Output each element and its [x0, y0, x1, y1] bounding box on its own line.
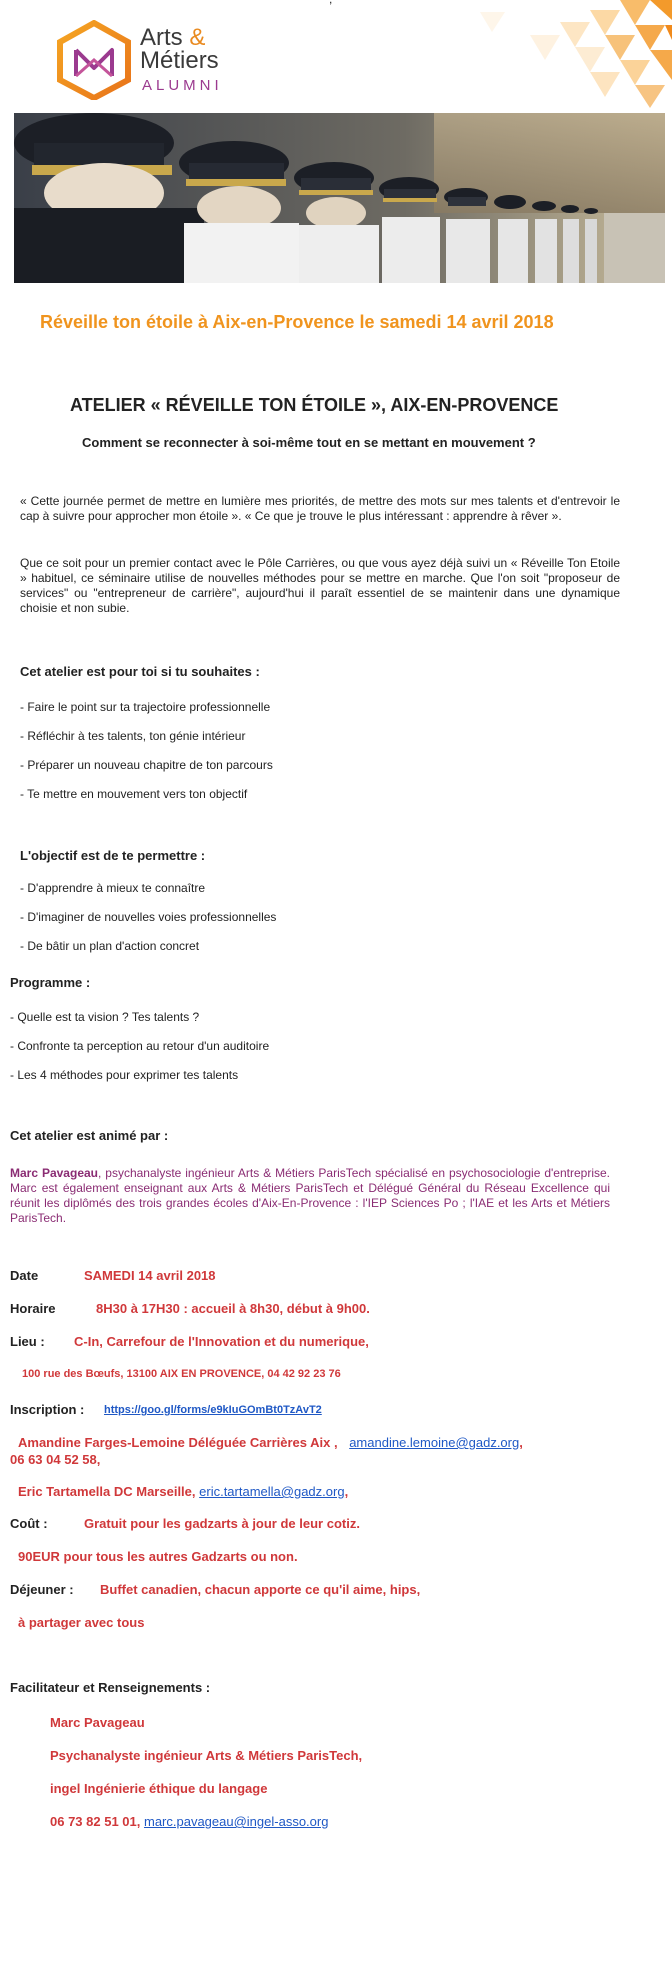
inscription-link[interactable]: https://goo.gl/forms/e9kIuGOmBt0TzAvT2	[104, 1404, 322, 1416]
anime-heading: Cet atelier est animé par :	[10, 1128, 169, 1143]
contact1-line: Amandine Farges-Lemoine Déléguée Carrières Aix , amandine.lemoine@gadz.org,	[18, 1435, 523, 1450]
programme-heading: Programme :	[10, 975, 91, 990]
logo-line1: Arts &	[140, 24, 206, 51]
dejeuner-value2: à partager avec tous	[18, 1615, 145, 1630]
list-item: - D'apprendre à mieux te connaître	[20, 881, 206, 895]
list-item: - Faire le point sur ta trajectoire professionnelle	[20, 700, 271, 714]
anime-paragraph: Marc Pavageau, psychanalyste ingénieur Arts & Métiers ParisTech spécialisé en psychosociologie d'entreprise. Marc est également enseignant aux Arts & Métiers ParisTech et Délégué Général du Réseau Excellence qui réunit les diplômés des trois grandes écoles d'Aix-En-Provence : l'IEP Sciences Po ; l'IAE et les Arts et Métiers ParisTech.	[10, 1166, 610, 1225]
date-value: SAMEDI 14 avril 2018	[84, 1268, 216, 1283]
facilitateur-heading: Facilitateur et Renseignements :	[10, 1680, 211, 1695]
arts-metiers-logo[interactable]	[56, 20, 246, 100]
dejeuner-label: Déjeuner :	[10, 1582, 74, 1597]
facilitateur-org: ingel Ingénierie éthique du langage	[50, 1781, 268, 1796]
cout-label: Coût :	[10, 1516, 48, 1531]
date-label: Date	[10, 1268, 39, 1283]
address: 100 rue des Bœufs, 13100 AIX EN PROVENCE, 04 42 92 23 76	[22, 1368, 341, 1380]
cout-value: Gratuit pour les gadzarts à jour de leur cotiz.	[84, 1516, 360, 1531]
contact2-email-link[interactable]: eric.tartamella@gadz.org	[199, 1484, 345, 1499]
cout-other: 90EUR pour tous les autres Gadzarts ou non.	[18, 1549, 298, 1564]
list-item: - Te mettre en mouvement vers ton objectif	[20, 787, 248, 801]
decorative-triangles	[470, 0, 672, 110]
list-item: - Les 4 méthodes pour exprimer tes talents	[10, 1068, 239, 1082]
top-comma	[329, 0, 332, 7]
list-item: - De bâtir un plan d'action concret	[20, 939, 200, 953]
event-header-title: Réveille ton étoile à Aix-en-Provence le samedi 14 avril 2018	[40, 312, 554, 332]
list-item: - D'imaginer de nouvelles voies professionnelles	[20, 910, 277, 924]
objectif-heading: L'objectif est de te permettre :	[20, 848, 206, 863]
intro-paragraph-1: « Cette journée permet de mettre en lumière mes priorités, de mettre des mots sur mes talents et d'entrevoir le cap à suivre pour approcher mon étoile ». « Ce que je trouve le plus intéressant : apprendre à rêver ».	[20, 494, 620, 523]
lieu-label: Lieu :	[10, 1334, 45, 1349]
facilitateur-contact: 06 73 82 51 01, marc.pavageau@ingel-asso.org	[50, 1814, 329, 1829]
list-item: - Confronte ta perception au retour d'un auditoire	[10, 1039, 270, 1053]
intro-paragraph-2: Que ce soit pour un premier contact avec le Pôle Carrières, ou que vous ayez déjà suivi un « Réveille Ton Etoile » habituel, ce séminaire utilise de nouvelles méthodes pour se mettre en marche. Que l'on soit "proposeur de services" ou "entrepreneur de carrière", aujourd'hui il paraît essentiel de se maintenir dans une dynamique choisie et non subie.	[20, 556, 620, 615]
logo-line2: Métiers	[140, 47, 219, 74]
souhaites-heading: Cet atelier est pour toi si tu souhaites :	[20, 664, 260, 679]
horaire-label: Horaire	[10, 1301, 56, 1316]
inscription-label: Inscription :	[10, 1402, 85, 1417]
contact2-line: Eric Tartamella DC Marseille, eric.tartamella@gadz.org,	[18, 1484, 349, 1499]
facilitateur-email-link[interactable]: marc.pavageau@ingel-asso.org	[143, 1814, 329, 1829]
horaire-value: 8H30 à 17H30 : accueil à 8h30, début à 9h00.	[96, 1301, 370, 1316]
lieu-value: C-In, Carrefour de l'Innovation et du numerique,	[74, 1334, 369, 1349]
facilitateur-title: Psychanalyste ingénieur Arts & Métiers ParisTech,	[50, 1748, 363, 1763]
dejeuner-value: Buffet canadien, chacun apporte ce qu'il aime, hips,	[100, 1582, 421, 1597]
animator-name: Marc Pavageau	[10, 1166, 98, 1180]
atelier-title: ATELIER « RÉVEILLE TON ÉTOILE », AIX-EN-PROVENCE	[70, 395, 559, 415]
list-item: - Quelle est ta vision ? Tes talents ?	[10, 1010, 200, 1024]
hexagon-logo-icon	[56, 20, 132, 100]
contact1-phone: 06 63 04 52 58,	[10, 1452, 101, 1467]
hero-banner-image	[14, 113, 665, 283]
contact1-email-link[interactable]: amandine.lemoine@gadz.org	[349, 1435, 520, 1450]
logo-line3: ALUMNI	[142, 77, 223, 94]
atelier-subtitle: Comment se reconnecter à soi-même tout en se mettant en mouvement ?	[82, 435, 536, 450]
list-item: - Réfléchir à tes talents, ton génie intérieur	[20, 729, 246, 743]
facilitateur-name: Marc Pavageau	[50, 1715, 145, 1730]
list-item: - Préparer un nouveau chapitre de ton parcours	[20, 758, 273, 772]
